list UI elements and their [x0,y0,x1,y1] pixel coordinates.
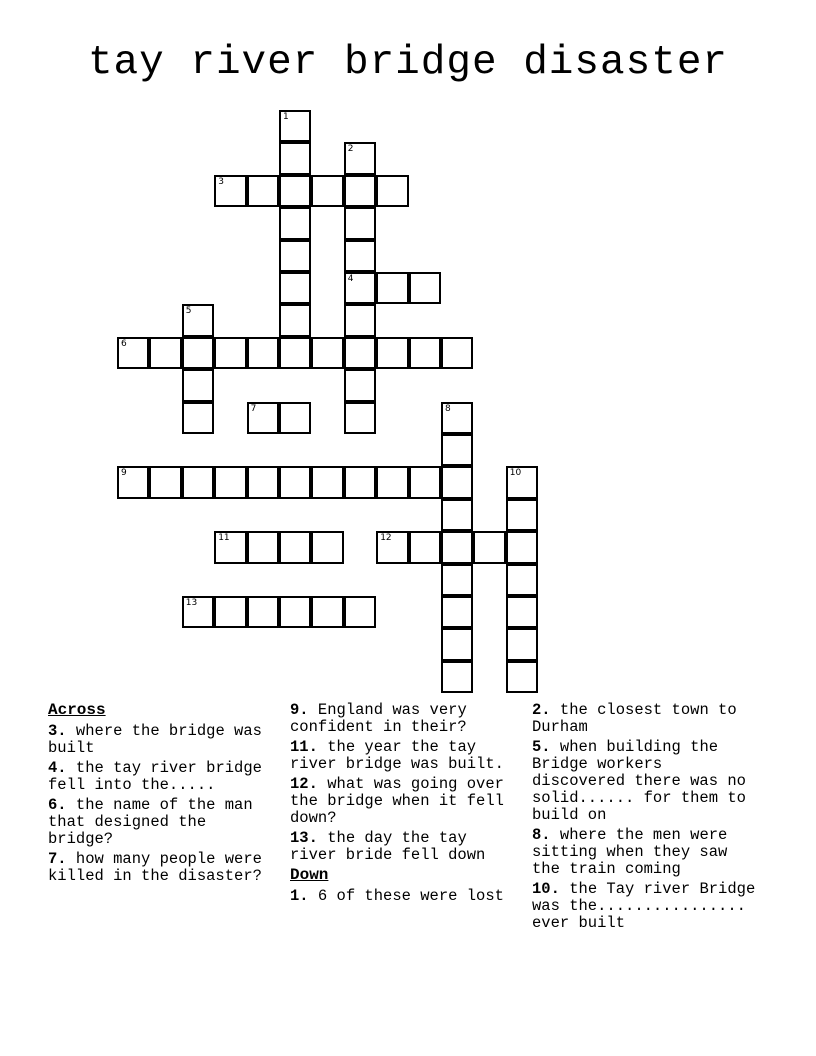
grid-cell[interactable] [311,175,343,207]
grid-cell[interactable] [182,304,214,336]
grid-cell[interactable] [506,499,538,531]
grid-cell[interactable] [441,434,473,466]
grid-cell[interactable] [279,272,311,304]
page-title: tay river bridge disaster [87,40,729,86]
clues-column-1 [48,702,280,888]
grid-cell[interactable] [182,369,214,401]
down-heading: Down [290,866,329,884]
grid-cell[interactable] [214,531,246,563]
grid-cell[interactable] [182,596,214,628]
clues-column-3 [532,702,764,935]
grid-cell[interactable] [344,337,376,369]
clue-across-4: 4. the tay river bridge fell into the..... [48,759,262,794]
grid-cell[interactable] [279,466,311,498]
clue-across-9: 9. England was very confident in their? [290,701,467,736]
grid-cell[interactable] [441,596,473,628]
clue-number: 6 [121,338,127,349]
grid-cell[interactable] [279,531,311,563]
grid-cell[interactable] [311,596,343,628]
clue-number: 4 [347,274,354,284]
grid-cell[interactable] [279,596,311,628]
clue-down-1: 1. 6 of these were lost [290,887,504,905]
clue-across-11: 11. the year the tay river bridge was built. [290,738,504,773]
grid-cell[interactable] [376,466,408,498]
grid-cell[interactable] [149,466,181,498]
grid-cell[interactable] [311,531,343,563]
grid-cell[interactable] [279,402,311,434]
grid-cell[interactable] [344,596,376,628]
grid-cell[interactable] [279,337,311,369]
clues-column-2 [290,702,522,908]
grid-cell[interactable] [409,272,441,304]
grid-cell[interactable] [506,531,538,563]
grid-cell[interactable] [311,337,343,369]
grid-cell[interactable] [214,337,246,369]
grid-cell[interactable] [117,337,149,369]
clue-down-2: 2. the closest town to Durham [532,701,737,736]
grid-cell[interactable] [279,304,311,336]
grid-cell[interactable] [344,240,376,272]
clue-number: 12 [380,533,392,544]
grid-cell[interactable] [441,337,473,369]
clue-number: 10 [509,468,522,479]
clue-number: 2 [347,144,354,155]
grid-cell[interactable] [247,402,279,434]
clue-down-5: 5. when building the Bridge workers discovered there was no solid...... for them to build on [532,738,746,824]
grid-cell[interactable] [247,175,279,207]
grid-cell[interactable] [279,240,311,272]
grid-cell[interactable] [441,531,473,563]
grid-cell[interactable] [279,142,311,174]
grid-cell[interactable] [376,272,408,304]
grid-cell[interactable] [279,207,311,239]
grid-cell[interactable] [344,369,376,401]
grid-cell[interactable] [182,466,214,498]
grid-cell[interactable] [247,531,279,563]
grid-cell[interactable] [247,596,279,628]
grid-cell[interactable] [409,337,441,369]
grid-cell[interactable] [441,402,473,434]
grid-cell[interactable] [441,564,473,596]
grid-cell[interactable] [344,142,376,174]
grid-cell[interactable] [344,402,376,434]
grid-cell[interactable] [376,337,408,369]
clue-number: 3 [218,176,224,187]
clue-number: 8 [445,403,451,414]
grid-cell[interactable] [506,466,538,498]
grid-cell[interactable] [149,337,181,369]
clue-number: 1 [283,112,289,122]
grid-cell[interactable] [441,499,473,531]
grid-cell[interactable] [311,466,343,498]
grid-cell[interactable] [344,272,376,304]
clue-down-10: 10. the Tay river Bridge was the................ ever built [532,880,756,932]
grid-cell[interactable] [279,175,311,207]
grid-cell[interactable] [441,466,473,498]
across-heading: Across [48,701,106,719]
grid-cell[interactable] [409,531,441,563]
grid-cell[interactable] [441,628,473,660]
grid-cell[interactable] [344,175,376,207]
clue-number: 7 [250,403,257,414]
grid-cell[interactable] [506,628,538,660]
clue-number: 5 [185,306,192,317]
grid-cell[interactable] [506,596,538,628]
grid-cell[interactable] [214,175,246,207]
clue-number: 13 [185,598,198,608]
grid-cell[interactable] [247,466,279,498]
grid-cell[interactable] [117,466,149,498]
clue-across-13: 13. the day the tay river bride fell down [290,829,486,864]
grid-cell[interactable] [409,466,441,498]
clue-down-8: 8. where the men were sitting when they saw the train coming [532,826,728,878]
grid-cell[interactable] [473,531,505,563]
clue-across-6: 6. the name of the man that designed the bridge? [48,796,253,848]
clue-across-7: 7. how many people were killed in the disaster? [48,850,262,885]
grid-cell[interactable] [344,466,376,498]
grid-cell[interactable] [247,337,279,369]
clue-across-3: 3. where the bridge was built [48,722,262,757]
grid-cell[interactable] [506,564,538,596]
grid-cell[interactable] [376,175,408,207]
grid-cell[interactable] [214,596,246,628]
grid-cell[interactable] [376,531,408,563]
grid-cell[interactable] [279,110,311,142]
clue-number: 9 [121,468,127,479]
grid-cell[interactable] [182,402,214,434]
grid-cell[interactable] [441,661,473,693]
clue-number: 11 [218,533,230,544]
grid-cell[interactable] [506,661,538,693]
grid-cell[interactable] [344,207,376,239]
grid-cell[interactable] [344,304,376,336]
clue-across-12: 12. what was going over the bridge when it fell down? [290,775,504,827]
grid-cell[interactable] [214,466,246,498]
grid-cell[interactable] [182,337,214,369]
